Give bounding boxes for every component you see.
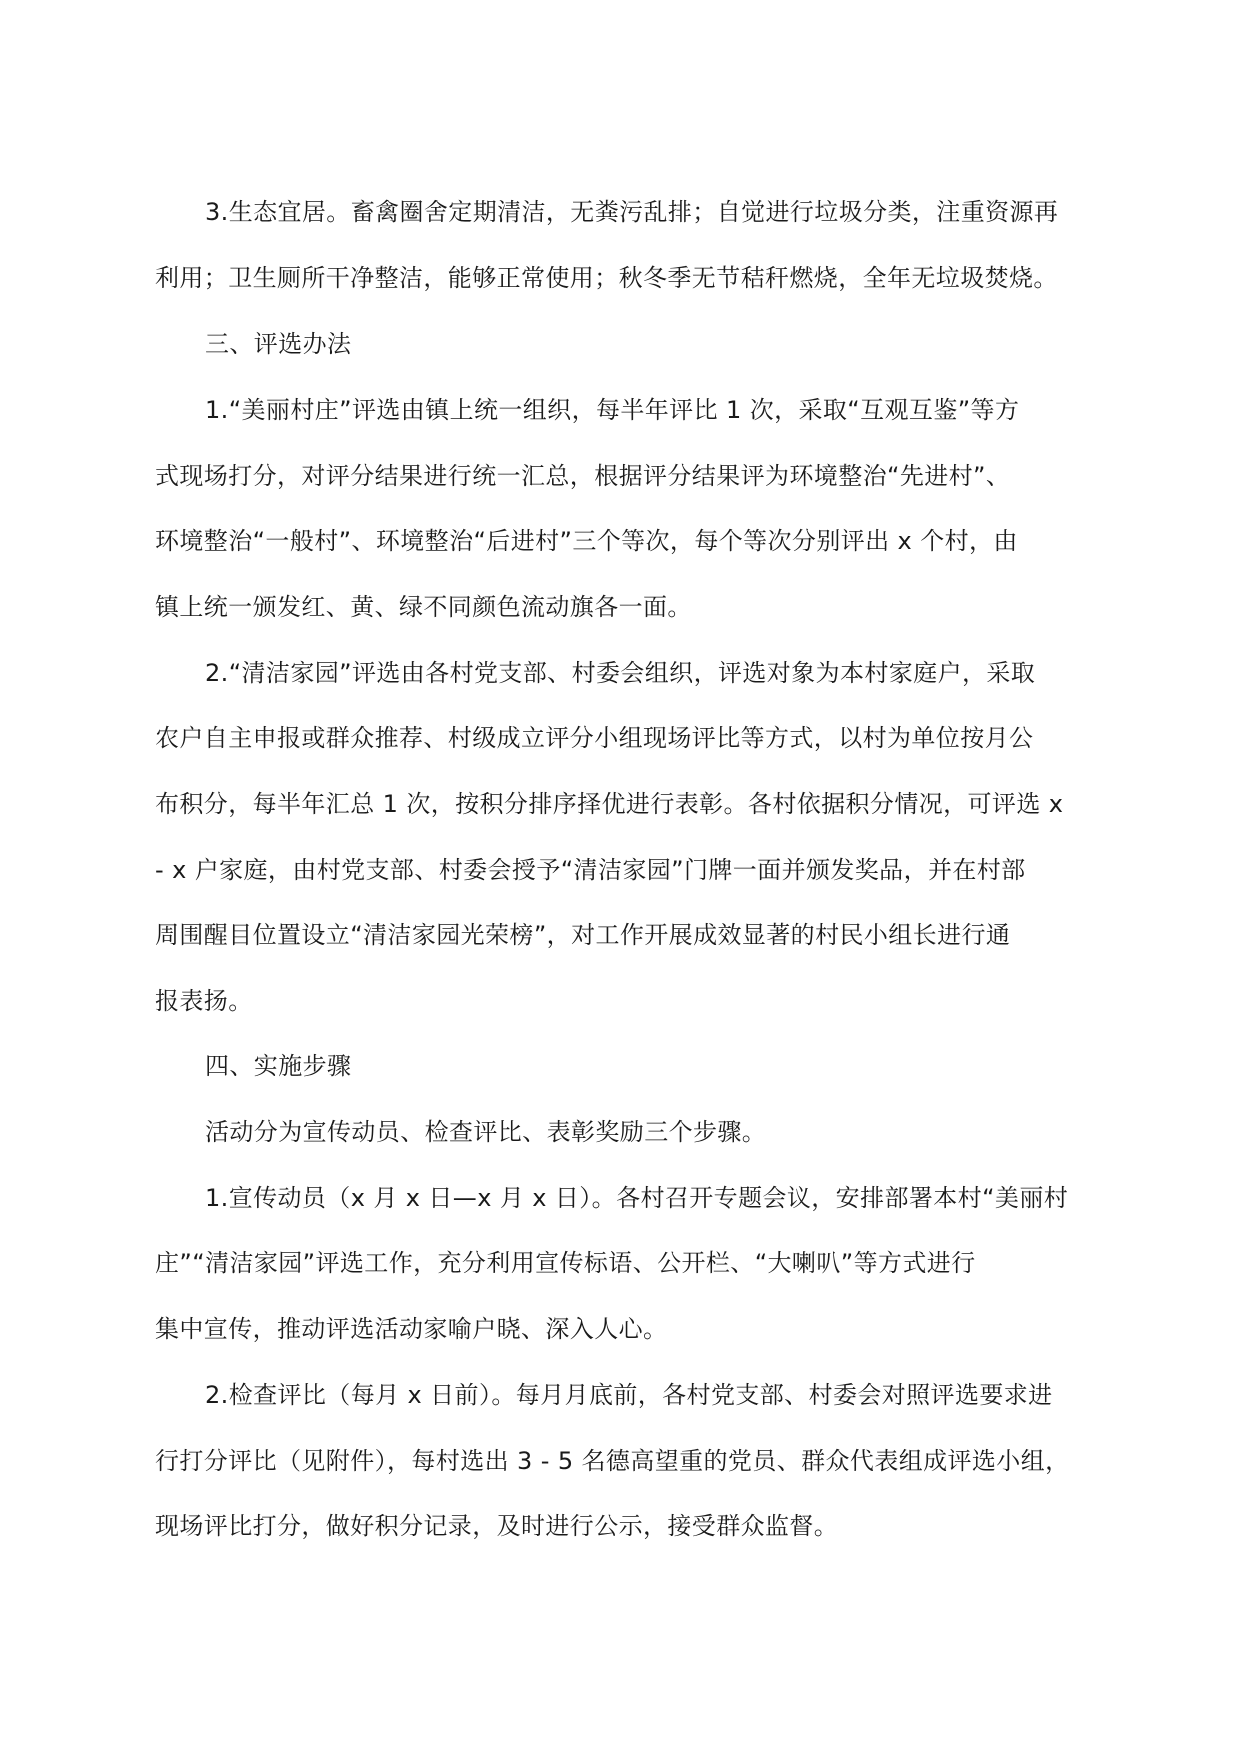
paragraph-line: 集中宣传，推动评选活动家喻户晓、深入人心。 xyxy=(155,1315,668,1343)
paragraph-line: 3.生态宜居。畜禽圈舍定期清洁，无粪污乱排；自觉进行垃圾分类，注重资源再 xyxy=(205,198,1059,226)
paragraph-line: 式现场打分，对评分结果进行统一汇总，根据评分结果评为环境整治“先进村”、 xyxy=(155,462,1011,490)
paragraph-line: 庄”“清洁家园”评选工作，充分利用宣传标语、公开栏、“大喇叭”等方式进行 xyxy=(155,1249,976,1277)
paragraph-line: 环境整治“一般村”、环境整治“后进村”三个等次，每个等次分别评出 x 个村，由 xyxy=(155,527,1018,555)
section-heading: 三、评选办法 xyxy=(205,330,352,358)
paragraph-line: 活动分为宣传动员、检查评比、表彰奖励三个步骤。 xyxy=(205,1118,767,1146)
paragraph-line: 农户自主申报或群众推荐、村级成立评分小组现场评比等方式，以村为单位按月公 xyxy=(155,724,1034,752)
paragraph-line: - x 户家庭，由村党支部、村委会授予“清洁家园”门牌一面并颁发奖品，并在村部 xyxy=(155,856,1026,884)
paragraph-line: 报表扬。 xyxy=(155,987,253,1015)
paragraph-line: 2.检查评比（每月 x 日前）。每月月底前，各村党支部、村委会对照评选要求进 xyxy=(205,1381,1053,1409)
paragraph-line: 1.宣传动员（x 月 x 日—x 月 x 日）。各村召开专题会议，安排部署本村“美丽村 xyxy=(205,1184,1069,1212)
paragraph-line: 1.“美丽村庄”评选由镇上统一组织，每半年评比 1 次，采取“互观互鉴”等方 xyxy=(205,396,1020,424)
paragraph-line: 行打分评比（见附件），每村选出 3 - 5 名德高望重的党员、群众代表组成评选小组， xyxy=(155,1447,1070,1475)
paragraph-line: 周围醒目位置设立“清洁家园光荣榜”，对工作开展成效显著的村民小组长进行通 xyxy=(155,921,1011,949)
paragraph-line: 镇上统一颁发红、黄、绿不同颜色流动旗各一面。 xyxy=(155,593,692,621)
paragraph-line: 利用；卫生厕所干净整洁，能够正常使用；秋冬季无节秸秆燃烧，全年无垃圾焚烧。 xyxy=(155,264,1058,292)
paragraph-line: 布积分，每半年汇总 1 次，按积分排序择优进行表彰。各村依据积分情况，可评选 x xyxy=(155,790,1064,818)
section-heading: 四、实施步骤 xyxy=(205,1052,352,1080)
paragraph-line: 2.“清洁家园”评选由各村党支部、村委会组织，评选对象为本村家庭户，采取 xyxy=(205,659,1036,687)
paragraph-line: 现场评比打分，做好积分记录，及时进行公示，接受群众监督。 xyxy=(155,1512,839,1540)
